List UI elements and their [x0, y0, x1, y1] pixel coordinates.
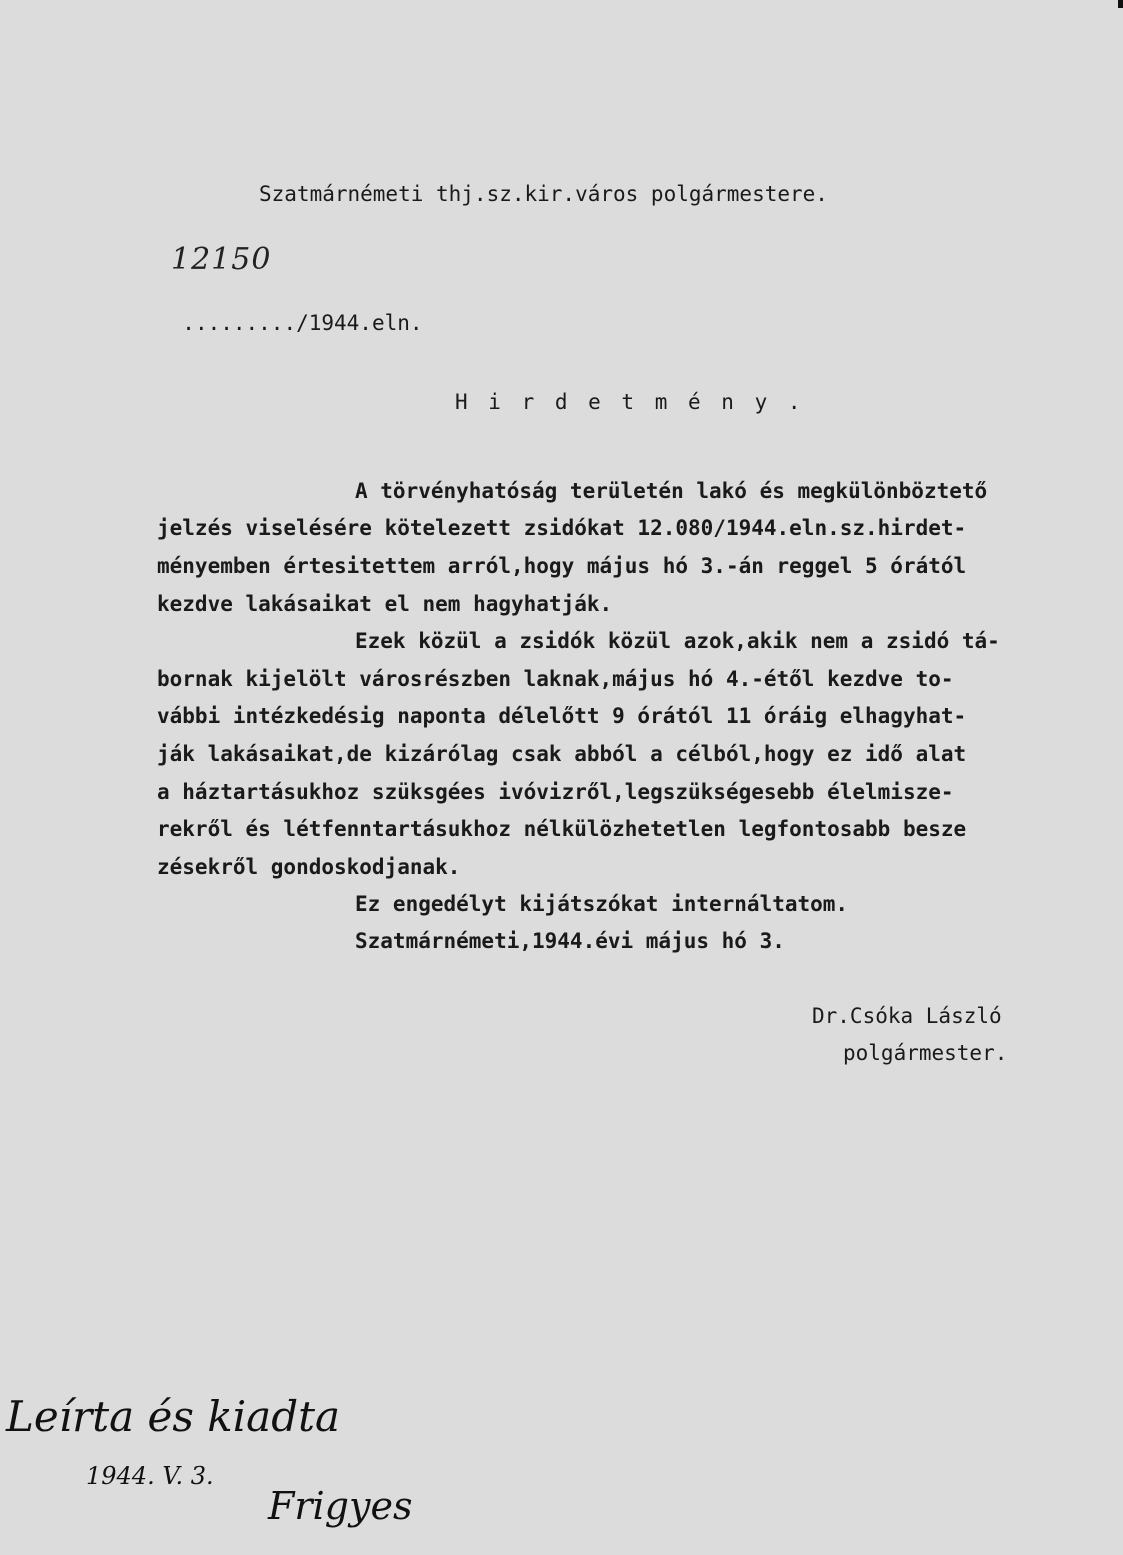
body-line: jelzés viselésére kötelezett zsidókat 12.080/1944.eln.sz.hirdet-	[157, 516, 967, 540]
body-line: a háztartásukhoz szüksgées ivóvizről,legszükségesebb élelmisze-	[157, 780, 954, 804]
body-line: bornak kijelölt városrészben laknak,május hó 4.-étől kezdve to-	[157, 667, 954, 691]
body-line: ják lakásaikat,de kizárólag csak abból a célból,hogy ez idő alat	[157, 742, 967, 766]
reference-suffix: ........./1944.eln.	[182, 311, 423, 335]
closing-line: Ez engedélyt kijátszókat internáltatom.	[355, 892, 849, 916]
document-title: H i r d e t m é n y .	[455, 390, 805, 414]
signatory-role: polgármester.	[843, 1041, 1008, 1065]
issuer-header: Szatmárnémeti thj.sz.kir.város polgármestere.	[259, 182, 828, 206]
place-date-line: Szatmárnémeti,1944.évi május hó 3.	[355, 929, 785, 953]
reference-number	[157, 242, 423, 335]
body-line: vábbi intézkedésig naponta délelőtt 9 órától 11 óráig elhagyhat-	[157, 704, 967, 728]
body-line: kezdve lakásaikat el nem hagyhatják.	[157, 592, 613, 616]
handwritten-date: 1944. V. 3.	[86, 1462, 214, 1490]
body-line: zésekről gondoskodjanak.	[157, 855, 461, 879]
body-line: Ezek közül a zsidók közül azok,akik nem a zsidó tá-	[355, 629, 1000, 653]
handwritten-initials: Frigyes	[268, 1484, 413, 1528]
body-line: ményemben értesitettem arról,hogy május hó 3.-án reggel 5 órától	[157, 554, 967, 578]
handwritten-note-line1: Leírta és kiadta	[6, 1392, 341, 1441]
scan-edge-mark	[1118, 0, 1123, 8]
handwritten-reference: 12150	[171, 242, 272, 277]
body-line: A törvényhatóság területén lakó és megkülönböztető	[355, 479, 988, 503]
signatory-name: Dr.Csóka László	[812, 1004, 1002, 1028]
body-line: rekről és létfenntartásukhoz nélkülözhetetlen legfontosabb besze	[157, 817, 967, 841]
